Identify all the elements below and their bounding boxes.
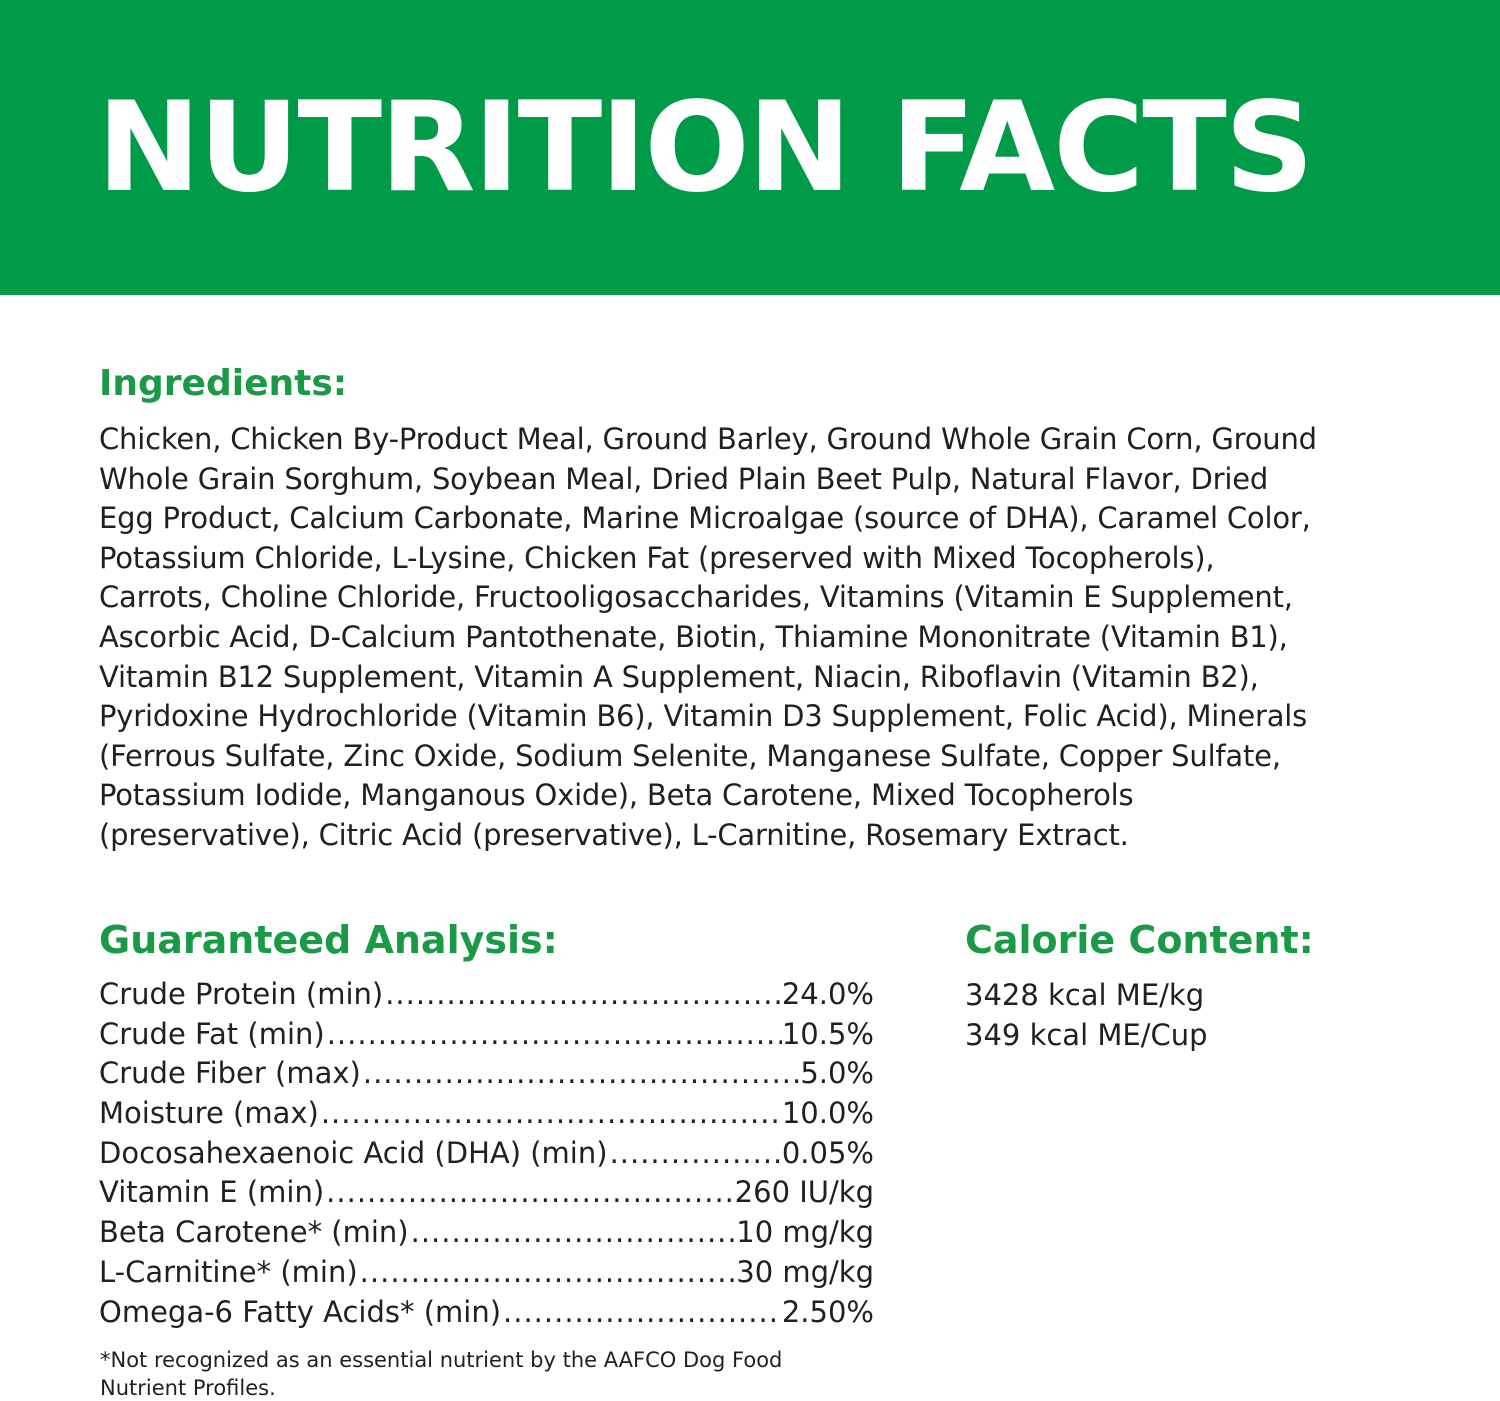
analysis-value: 260 IU/kg bbox=[734, 1175, 874, 1210]
calorie-content-heading: Calorie Content: bbox=[965, 918, 1314, 962]
dot-leader bbox=[361, 1054, 800, 1094]
ingredients-line: Egg Product, Calcium Carbonate, Marine Microalgae (source of DHA), Caramel Color, bbox=[99, 501, 1311, 536]
analysis-row bbox=[99, 1213, 874, 1253]
ingredients-list bbox=[99, 420, 1419, 856]
ingredients-line: Potassium Chloride, L-Lysine, Chicken Fat (preserved with Mixed Tocopherols), bbox=[99, 540, 1215, 575]
ingredients-line: (Ferrous Sulfate, Zinc Oxide, Sodium Selenite, Manganese Sulfate, Copper Sulfate, bbox=[99, 738, 1281, 773]
analysis-row bbox=[99, 1253, 874, 1293]
ingredients-line: Vitamin B12 Supplement, Vitamin A Supplement, Niacin, Riboflavin (Vitamin B2), bbox=[99, 659, 1259, 694]
analysis-label: Moisture (max) bbox=[99, 1096, 319, 1131]
analysis-label: Crude Fiber (max) bbox=[99, 1056, 361, 1091]
ingredients-line: Whole Grain Sorghum, Soybean Meal, Dried Plain Beet Pulp, Natural Flavor, Dried bbox=[99, 461, 1269, 496]
analysis-label: Crude Fat (min) bbox=[99, 1016, 325, 1051]
dot-leader bbox=[608, 1134, 782, 1174]
analysis-row bbox=[99, 1134, 874, 1174]
dot-leader bbox=[325, 1015, 782, 1055]
analysis-value: 5.0% bbox=[800, 1056, 874, 1091]
analysis-label: Vitamin E (min) bbox=[99, 1175, 325, 1210]
guaranteed-analysis-heading: Guaranteed Analysis: bbox=[99, 918, 558, 962]
calorie-item: 3428 kcal ME/kg bbox=[965, 978, 1205, 1012]
dot-leader bbox=[409, 1213, 737, 1253]
dot-leader bbox=[358, 1253, 737, 1293]
ingredients-line: Pyridoxine Hydrochloride (Vitamin B6), Vitamin D3 Supplement, Folic Acid), Minerals bbox=[99, 699, 1308, 734]
analysis-label: Docosahexaenoic Acid (DHA) (min) bbox=[99, 1135, 608, 1170]
ingredients-line: Chicken, Chicken By-Product Meal, Ground Barley, Ground Whole Grain Corn, Ground bbox=[99, 422, 1317, 456]
calorie-item: 349 kcal ME/Cup bbox=[965, 1018, 1208, 1052]
analysis-value: 30 mg/kg bbox=[736, 1254, 874, 1289]
analysis-row bbox=[99, 1094, 874, 1134]
footnote-line: *Not recognized as an essential nutrient by the AAFCO Dog Food bbox=[100, 1348, 783, 1372]
footnote-line: Nutrient Profiles. bbox=[100, 1376, 276, 1400]
ingredients-line: Carrots, Choline Chloride, Fructooligosaccharides, Vitamins (Vitamin E Supplement, bbox=[99, 580, 1293, 615]
analysis-value: 10.5% bbox=[781, 1016, 874, 1051]
analysis-value: 24.0% bbox=[781, 977, 874, 1011]
analysis-value: 10 mg/kg bbox=[736, 1215, 874, 1250]
analysis-row bbox=[99, 1293, 874, 1333]
dot-leader bbox=[324, 1173, 735, 1213]
ingredients-line: Ascorbic Acid, D-Calcium Pantothenate, Biotin, Thiamine Mononitrate (Vitamin B1), bbox=[99, 619, 1288, 654]
dot-leader bbox=[319, 1094, 782, 1134]
analysis-label: L-Carnitine* (min) bbox=[99, 1254, 358, 1289]
analysis-value: 10.0% bbox=[781, 1096, 874, 1131]
dot-leader bbox=[501, 1293, 782, 1333]
analysis-label: Crude Protein (min) bbox=[99, 977, 384, 1011]
calorie-content-list bbox=[965, 975, 1208, 1055]
analysis-row bbox=[99, 1054, 874, 1094]
analysis-value: 2.50% bbox=[781, 1294, 874, 1329]
ingredients-line: (preservative), Citric Acid (preservative), L-Carnitine, Rosemary Extract. bbox=[99, 817, 1129, 852]
ingredients-line: Potassium Iodide, Manganous Oxide), Beta Carotene, Mixed Tocopherols bbox=[99, 778, 1134, 813]
analysis-value: 0.05% bbox=[781, 1135, 874, 1170]
page-title: NUTRITION FACTS bbox=[97, 76, 1313, 220]
analysis-label: Omega-6 Fatty Acids* (min) bbox=[99, 1294, 502, 1329]
guaranteed-analysis-table bbox=[99, 975, 874, 1332]
ingredients-heading: Ingredients: bbox=[99, 363, 348, 404]
footnote bbox=[100, 1346, 900, 1401]
analysis-row bbox=[99, 1015, 874, 1055]
analysis-row bbox=[99, 975, 874, 1015]
analysis-label: Beta Carotene* (min) bbox=[99, 1215, 409, 1250]
analysis-row bbox=[99, 1173, 874, 1213]
header-banner bbox=[0, 0, 1500, 295]
dot-leader bbox=[383, 975, 782, 1015]
